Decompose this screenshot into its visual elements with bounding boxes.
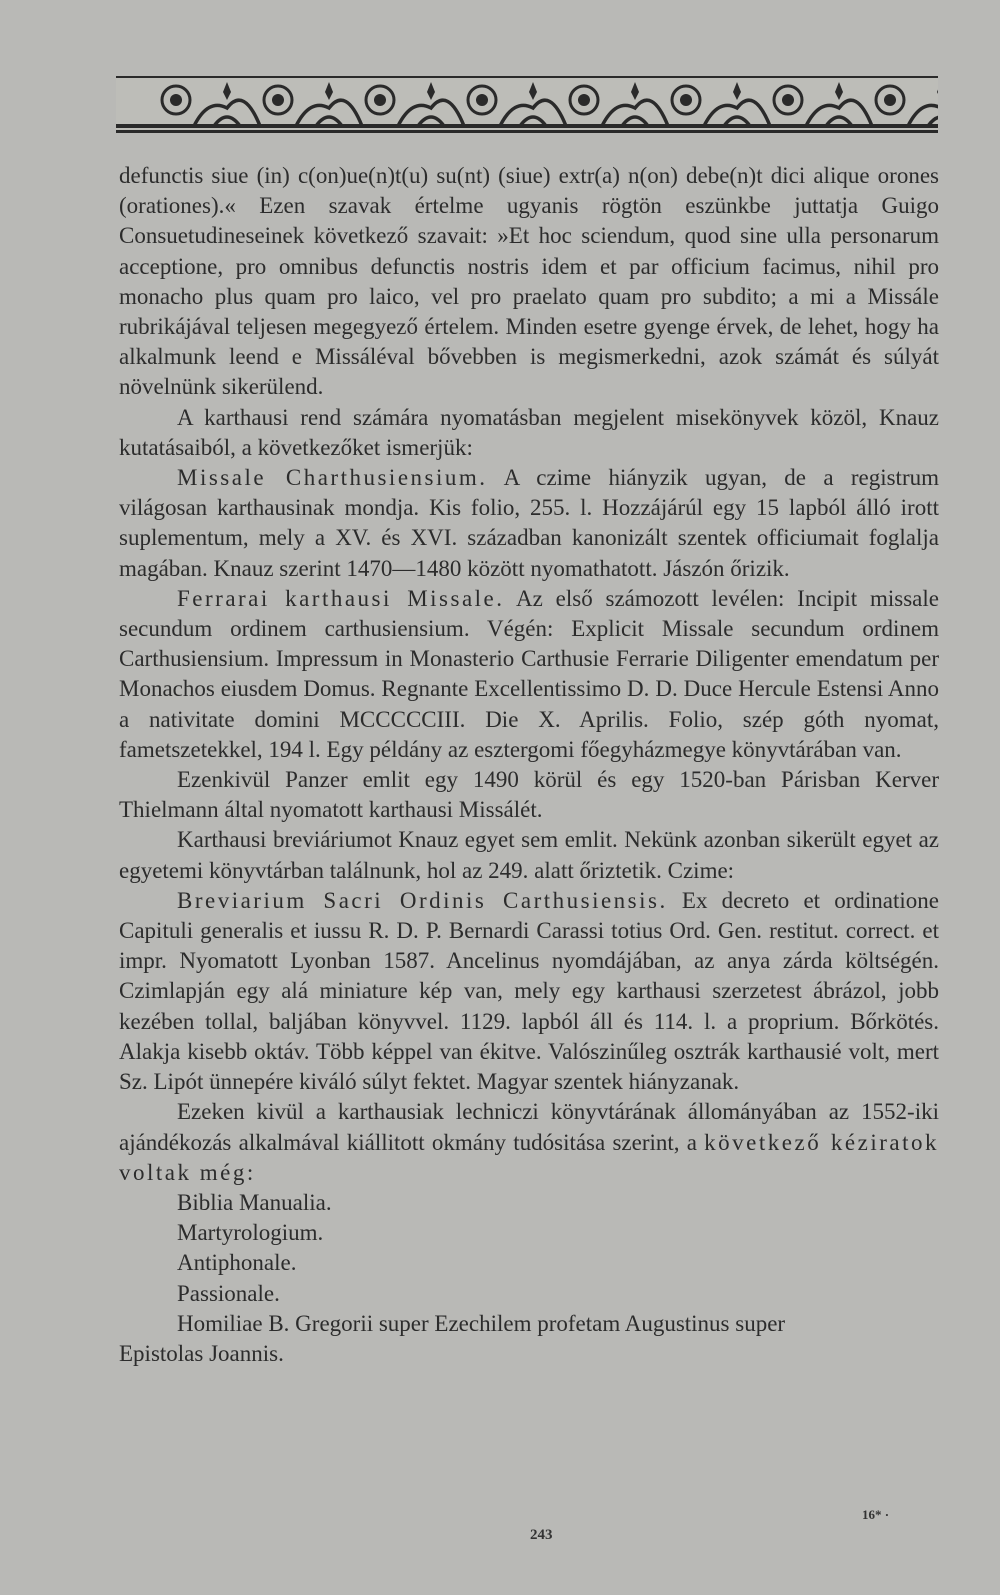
bibliographic-entry [119, 886, 939, 1097]
list-item: Passionale. [177, 1280, 280, 1306]
list-item-continuation: Epistolas Joannis. [119, 1340, 284, 1366]
list-item: Biblia Manualia. [177, 1189, 332, 1215]
floral-border-ornament [116, 76, 938, 133]
paragraph: Ezenkivül Panzer emlit egy 1490 körül és egy 1520-ban Párisban Kerver Thielmann által nyomatott karthausi Missálét. [119, 767, 939, 823]
rosette-center-icon [578, 94, 590, 106]
paragraph [119, 1097, 939, 1188]
list-item: Martyrologium. [177, 1220, 324, 1246]
paragraph: Karthausi breviáriumot Knauz egyet sem emlit. Nekünk azonban sikerült egyet az egyetemi könyvtárban találnunk, hol az 249. alatt őriztetik. Czime: [119, 827, 939, 883]
paragraph: A karthausi rend számára nyomatásban megjelent misekönyvek közöl, Knauz kutatásaiból, a következőket ismerjük: [119, 404, 939, 460]
page-number: 243 [530, 1527, 553, 1543]
bibliographic-entry [119, 463, 939, 584]
entry-title: Missale Charthusiensium. [177, 465, 488, 491]
manuscript-list [119, 1188, 939, 1339]
rosette-center-icon [170, 94, 182, 106]
rosette-center-icon [680, 94, 692, 106]
entry-text: A czime hiányzik ugyan, de a registrum világosan karthausinak mondja. Kis folio, 255. l. Hozzájárúl egy 15 lapból álló irott suplementum, mely a XV. és XVI. században kanonizált szentek officiumait foglalja magában. Knauz szerint 1470—1480 között nyomathatott. Jászón őrizik. [119, 465, 939, 581]
paragraph-spaced: következő kéziratok voltak még: [119, 1129, 939, 1185]
entry-title: Ferrarai karthausi Missale. [177, 585, 505, 611]
rosette-center-icon [272, 94, 284, 106]
rosette-center-icon [782, 94, 794, 106]
rosette-center-icon [884, 94, 896, 106]
main-text [119, 161, 939, 1369]
rosette-center-icon [476, 94, 488, 106]
ornament-icon [116, 78, 938, 130]
paragraph: defunctis siue (in) c(on)ue(n)t(u) su(nt) (siue) extr(a) n(on) debe(n)t dici alique orones (orationes).« Ezen szavak értelme ugyanis rögtön eszünkbe juttatja Guigo Consuetudineseinek következő szavait: »Et hoc sciendum, quod sine ulla personarum acceptione, pro omnibus defunctis nostris idem et par officium facimus, nihil pro monacho plus quam pro laico, vel pro praelato quam pro subdito; a mi a Missále rubrikájával teljesen megegyező értelem. Minden esetre gyenge érvek, de lehet, hogy ha alkalmunk leend e Missáléval bővebben is megismerkedni, azok számát és súlyát növelnünk sikerülend. [119, 163, 939, 400]
rosette-center-icon [374, 94, 386, 106]
list-item: Homiliae B. Gregorii super Ezechilem profetam Augustinus super [177, 1310, 786, 1336]
entry-title: Breviarium Sacri Ordinis Carthusiensis. [177, 887, 668, 913]
list-item: Antiphonale. [177, 1250, 297, 1276]
paragraph-lead: Ezeken kivül a karthausiak lechniczi könyvtárának állományában az 1552-iki ajándékozás alkalmával kiállitott okmány tudósitása szerint, a [119, 1099, 939, 1155]
entry-text: Ex decreto et ordinatione Capituli generalis et iussu R. D. P. Bernardi Carassi totius Ord. Gen. restitut. correct. et impr. Nyomatott Lyonban 1587. Ancelinus nyomdájában, az anya zárda költségén. Czimlapján egy alá miniature kép van, mely egy karthausi szerzetest ábrázol, jobb kezében tollal, baljában könyvvel. 1129. lapból áll és 114. l. a proprium. Bőrkötés. Alakja kisebb oktáv. Több képpel van ékitve. Valószinűleg osztrák karthausié volt, mert Sz. Lipót ünnepére kiváló súlyt fektet. Magyar szentek hiányzanak. [119, 887, 939, 1095]
signature-mark: 16* · [862, 1507, 890, 1522]
entry-text: Az első számozott levélen: Incipit missale secundum ordinem carthusiensium. Végén: Explicit Missale secundum ordinem Carthusiensium. Impressum in Monasterio Carthusie Ferrarie Diligenter emendatum per Monachos eiusdem Domus. Regnante Excellentissimo D. D. Duce Hercule Estensi Anno a nativitate domini MCCCCCIII. Die X. Aprilis. Folio, szép góth nyomat, fametszetekkel, 194 l. Egy példány az esztergomi főegyházmegye könyvtárában van. [119, 585, 939, 762]
ornament-baseline [116, 124, 938, 128]
bibliographic-entry [119, 584, 939, 765]
